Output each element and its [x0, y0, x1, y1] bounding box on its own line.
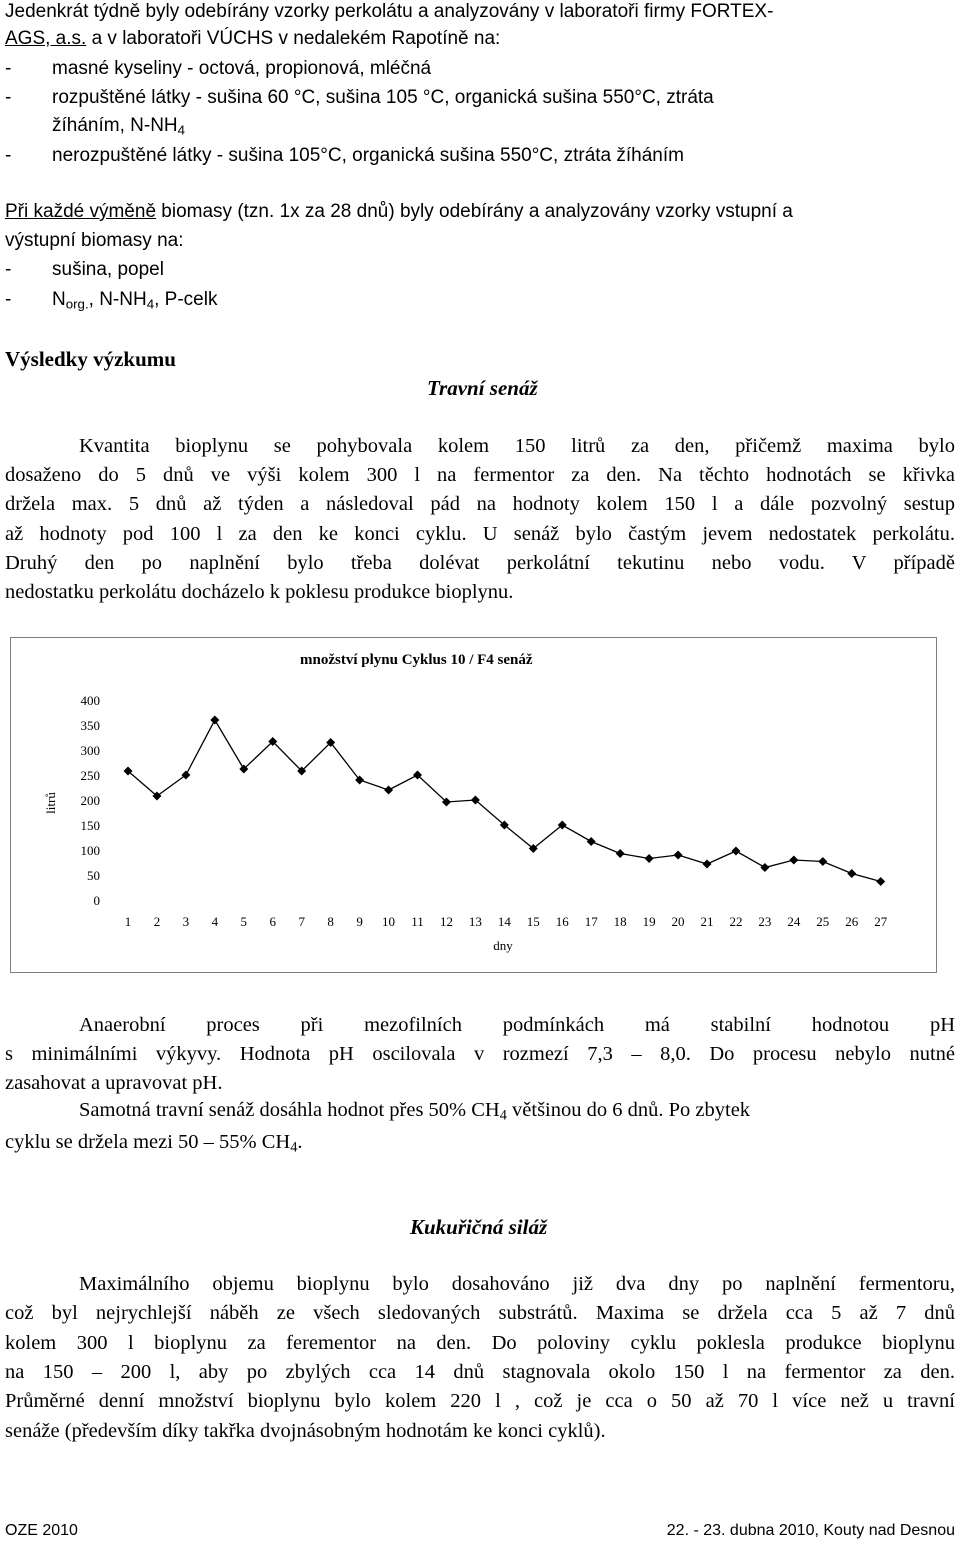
subheading-corn: Kukuřičná siláž	[410, 1215, 548, 1239]
x-tick-label: 26	[845, 914, 859, 929]
biomass-item-2-mid: , N-NH	[88, 289, 147, 310]
para3-line-2-a: cyklu se držela mezi 50 – 55% CH	[5, 1131, 291, 1153]
biomass-underlined: Při každé výměně	[5, 201, 157, 222]
x-tick-label: 3	[182, 914, 190, 929]
dash: -	[5, 58, 12, 79]
para4-line: kolem 300 l bioplynu za ferementor na den. Do poloviny cyklu poklesla produkce bioplynu	[5, 1331, 955, 1354]
subscript: 4	[177, 122, 186, 138]
para1-line: Kvantita bioplynu se pohybovala kolem 150 litrů za den, přičemž maxima bylo	[79, 435, 955, 457]
x-tick-label: 4	[211, 914, 219, 929]
para3-line-1	[79, 1098, 750, 1122]
para3-line-2-b: .	[297, 1131, 303, 1153]
x-tick-label: 18	[613, 914, 627, 929]
para4-line: na 150 – 200 l, aby po zbylých cca 14 dnů stagnovala okolo 150 l na fermentor za den.	[5, 1360, 955, 1383]
subscript: org.	[65, 296, 89, 312]
x-tick-label: 7	[298, 914, 305, 929]
para1-line: nedostatku perkolátu docházelo k poklesu produkce bioplynu.	[5, 581, 514, 603]
dash: -	[5, 145, 12, 166]
para2-line: zasahovat a upravovat pH.	[5, 1072, 223, 1094]
chart-frame	[10, 637, 937, 973]
x-tick-label: 23	[758, 914, 772, 929]
para4-line: Průměrné denní množství bioplynu bylo kolem 220 l , což je cca o 50 až 70 l více než u travní	[5, 1390, 955, 1413]
biomass-item-2	[52, 288, 217, 312]
para1-line: držela max. 5 dnů až týden a následoval pád na hodnoty kolem 150 l a dále pozvolný sestup	[5, 493, 955, 516]
para4-line: Maximálního objemu bioplynu bylo dosahováno již dva dny po naplnění fermentoru,	[79, 1273, 955, 1295]
x-tick-label: 8	[327, 914, 334, 929]
biomass-line-2: výstupní biomasy na:	[5, 230, 184, 251]
biomass-line-1	[5, 200, 793, 224]
x-tick-label: 13	[468, 914, 482, 929]
intro-item-1: masné kyseliny - octová, propionová, mléčná	[52, 58, 432, 79]
para4-line: což byl nejrychlejší náběh ze všech sledovaných substrátů. Maxima se držela cca 5 až 7 dnů	[5, 1302, 955, 1325]
x-tick-label: 10	[382, 914, 396, 929]
biomass-item-1: sušina, popel	[52, 259, 164, 280]
x-tick-label: 6	[269, 914, 276, 929]
y-tick-label: 400	[80, 693, 100, 708]
subscript: 4	[146, 296, 155, 312]
y-tick-label: 0	[93, 893, 100, 908]
intro-line-2-rest: a v laboratoři VÚCHS v nedalekém Rapotíně na:	[86, 28, 501, 49]
dash: -	[5, 87, 12, 108]
y-tick-label: 100	[80, 843, 100, 858]
chart-title: množství plynu Cyklus 10 / F4 senáž	[300, 652, 533, 668]
subscript: 4	[290, 1139, 298, 1156]
para3-line-2	[5, 1130, 303, 1154]
footer-left: OZE 2010	[5, 1522, 78, 1539]
x-tick-label: 14	[497, 914, 511, 929]
n-symbol: N	[52, 289, 66, 310]
x-tick-label: 16	[555, 914, 569, 929]
y-tick-label: 50	[87, 868, 100, 883]
x-tick-label: 25	[816, 914, 830, 929]
y-tick-label: 150	[80, 818, 100, 833]
x-tick-label: 27	[874, 914, 888, 929]
x-tick-label: 21	[700, 914, 714, 929]
y-tick-label: 300	[80, 743, 100, 758]
x-tick-label: 17	[584, 914, 598, 929]
dash: -	[5, 259, 12, 280]
y-tick-label: 200	[80, 793, 100, 808]
x-tick-label: 22	[729, 914, 743, 929]
para1-line: dosaženo do 5 dnů ve výši kolem 300 l na fermentor za den. Na těchto hodnotách se křivka	[5, 464, 955, 487]
para1-line: až hodnoty pod 100 l za den ke konci cyklu. U senáž bylo častým jevem nedostatek perkolátu.	[5, 522, 955, 545]
x-tick-label: 2	[153, 914, 161, 929]
x-tick-label: 19	[642, 914, 656, 929]
x-tick-label: 5	[240, 914, 248, 929]
dash: -	[5, 289, 12, 310]
intro-item-2: rozpuštěné látky - sušina 60 °C, sušina 105 °C, organická sušina 550°C, ztráta	[52, 87, 714, 108]
x-tick-label: 11	[411, 914, 424, 929]
company-link-text: AGS, a.s.	[5, 28, 87, 49]
x-tick-label: 12	[439, 914, 453, 929]
intro-line-2	[5, 27, 500, 51]
intro-line-1: Jedenkrát týdně byly odebírány vzorky perkolátu a analyzovány v laboratoři firmy FORTEX-	[5, 1, 774, 22]
x-tick-label: 15	[526, 914, 540, 929]
para4-line: senáže (především díky takřka dvojnásobným hodnotám ke konci cyklů).	[5, 1419, 606, 1442]
y-axis-label: litrů	[43, 792, 58, 814]
x-tick-label: 20	[671, 914, 685, 929]
x-tick-label: 9	[356, 914, 363, 929]
x-tick-label: 1	[124, 914, 132, 929]
intro-item-3: nerozpuštěné látky - sušina 105°C, organická sušina 550°C, ztráta žíháním	[52, 145, 684, 166]
para3-line-1-b: většinou do 6 dnů. Po zbytek	[506, 1099, 751, 1121]
intro-item-2-cont-text: žíháním, N-NH	[52, 115, 178, 136]
para2-line: s minimálními výkyvy. Hodnota pH oscilovala v rozmezí 7,3 – 8,0. Do procesu nebylo nutné	[5, 1043, 955, 1065]
para3-line-1-a: Samotná travní senáž dosáhla hodnot přes 50% CH	[79, 1099, 500, 1121]
intro-item-2-cont	[52, 114, 185, 138]
biomass-item-2-end: , P-celk	[154, 289, 218, 310]
y-tick-label: 350	[80, 718, 100, 733]
x-tick-label: 24	[787, 914, 801, 929]
x-axis-label: dny	[493, 938, 513, 953]
biomass-line-1-rest: biomasy (tzn. 1x za 28 dnů) byly odebírány a analyzovány vzorky vstupní a	[156, 201, 793, 222]
y-tick-label: 250	[80, 768, 100, 783]
para1-line: Druhý den po naplnění bylo třeba dolévat perkolátní tekutinu nebo vodu. V případě	[5, 551, 955, 574]
footer-right: 22. - 23. dubna 2010, Kouty nad Desnou	[666, 1522, 955, 1539]
results-heading: Výsledky výzkumu	[5, 347, 176, 371]
para2-line: Anaerobní proces při mezofilních podmínkách má stabilní hodnotou pH	[79, 1014, 955, 1036]
subheading-grass: Travní senáž	[427, 376, 538, 400]
subscript: 4	[499, 1107, 507, 1124]
